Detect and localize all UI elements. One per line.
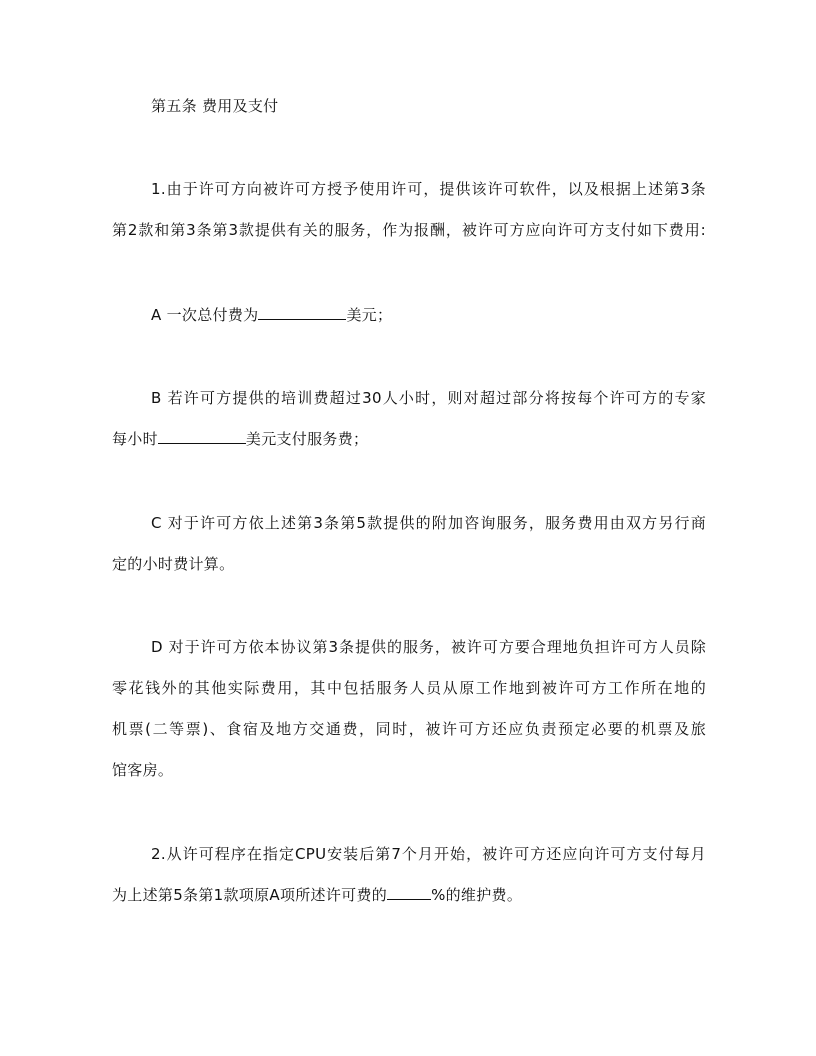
item-c-line-2: 定的小时费计算。	[112, 555, 235, 573]
article-title: 第五条 费用及支付	[151, 97, 279, 115]
item-d-line-2: 零花钱外的其他实际费用，其中包括服务人员从原工作地到被许可方工作所在地的	[112, 679, 706, 697]
item-a-prefix: A 一次总付费为	[151, 306, 259, 324]
item-c-line-1: C 对于许可方依上述第3条第5款提供的附加咨询服务，服务费用由双方另行商	[151, 514, 706, 532]
clause-1-line-1: 1.由于许可方向被许可方授予使用许可，提供该许可软件，以及根据上述第3条	[151, 180, 706, 198]
clause-2-line-1: 2.从许可程序在指定CPU安装后第7个月开始，被许可方还应向许可方支付每月	[151, 845, 706, 863]
clause-2-suffix: %的维护费。	[431, 886, 523, 904]
item-b-suffix: 美元支付服务费；	[245, 430, 369, 448]
item-a	[151, 305, 706, 325]
item-d-line-4: 馆客房。	[112, 761, 174, 779]
item-a-suffix: 美元；	[346, 306, 393, 324]
item-b-line-1: B 若许可方提供的培训费超过30人小时，则对超过部分将按每个许可方的专家	[151, 389, 706, 407]
item-d-line-1: D 对于许可方依本协议第3条提供的服务，被许可方要合理地负担许可方人员除	[151, 638, 706, 656]
item-d-line-3: 机票(二等票)、食宿及地方交通费，同时，被许可方还应负责预定必要的机票及旅	[112, 720, 706, 738]
item-b-line-2	[112, 429, 706, 449]
clause-2-prefix: 为上述第5条第1款项原A项所述许可费的	[112, 886, 388, 904]
percentage-blank	[387, 885, 431, 900]
clause-1-line-2: 第2款和第3条第3款提供有关的服务，作为报酬，被许可方应向许可方支付如下费用:	[112, 221, 706, 239]
amount-blank	[258, 305, 346, 320]
hourly-rate-blank	[158, 429, 246, 444]
item-b-prefix: 每小时	[112, 430, 158, 448]
clause-2-line-2	[112, 885, 706, 905]
